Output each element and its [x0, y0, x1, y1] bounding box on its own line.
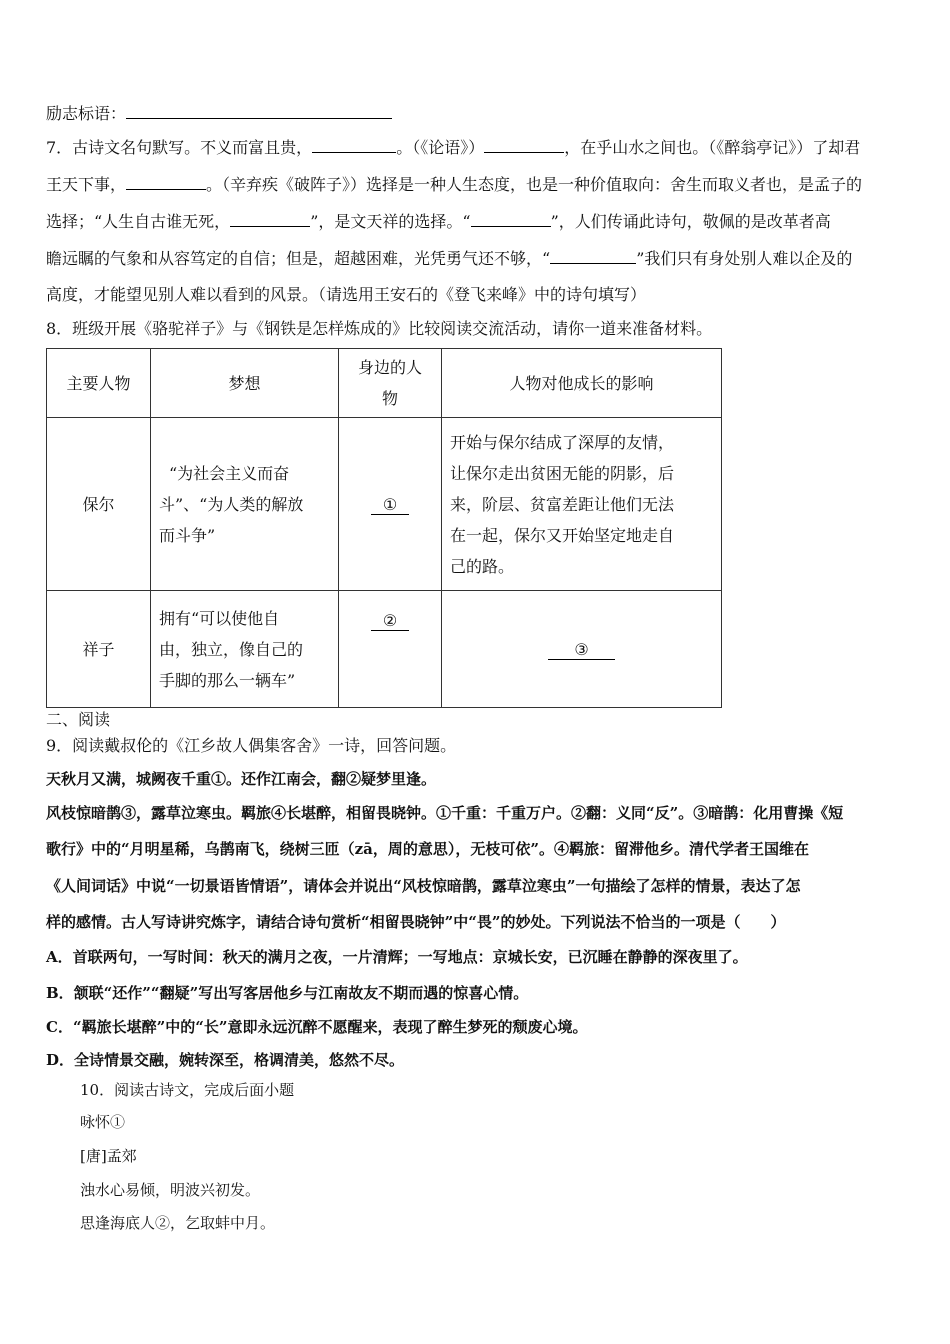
q7-blank-6[interactable] — [550, 247, 636, 264]
cell-dream-xiangzi — [151, 591, 339, 708]
dream-xiangzi-line3: 手脚的那么一辆车” — [159, 670, 296, 690]
option-c-text: C．“羁旅长堪醉”中的“长”意即永远沉醉不愿醒来，表现了醉生梦死的颓废心境。 — [46, 1018, 588, 1036]
q7-text-b: 。（《论语》） — [396, 138, 485, 157]
dream-paul-line1: “为社会主义而奋 — [169, 463, 290, 483]
q7-line-5 — [46, 284, 646, 306]
header-people-line2: 物 — [381, 389, 398, 408]
cell-name-xiangzi: 祥子 — [47, 591, 151, 708]
q7-line-1 — [46, 136, 860, 159]
q10-text: 10．阅读古诗文，完成后面小题 — [80, 1081, 295, 1099]
table-header-row — [47, 349, 722, 418]
poem-line-2 — [46, 802, 843, 824]
q10-prompt — [80, 1079, 294, 1101]
header-people-line1: 身边的人 — [357, 358, 422, 377]
poem-text-4: 《人间词话》中说“一切景语皆情语”，请体会并说出“风枝惊暗鹊，露草泣寒虫”一句描绘了怎样的情景，表达了怎 — [46, 877, 801, 895]
motto-label: 励志标语： — [46, 104, 127, 123]
header-people-around — [339, 349, 442, 418]
q7-text-h: ”，人们传诵此诗句，敬佩的是改革者高 — [550, 212, 831, 231]
comparison-table — [46, 348, 722, 708]
q7-line-4 — [46, 247, 852, 270]
dream-xiangzi-line2: 由，独立，像自己的 — [159, 639, 304, 659]
influence-line3: 来，阶层、贫富差距让他们无法 — [450, 494, 675, 514]
poem2-author-text: [唐]孟郊 — [80, 1147, 137, 1165]
influence-line4: 在一起，保尔又开始坚定地走自 — [450, 525, 675, 545]
table-row — [47, 418, 722, 591]
blank-marker-1: ① — [371, 496, 409, 515]
q9-prompt — [46, 735, 456, 757]
q7-line-2 — [46, 173, 862, 196]
cell-name-paul: 保尔 — [47, 418, 151, 591]
q7-text-e: 。（辛弃疾《破阵子》）选择是一种人生态度，也是一种价值取向：舍生而取义者也，是孟子的 — [206, 175, 863, 194]
option-d[interactable] — [46, 1049, 404, 1071]
q7-text-c: ，在乎山水之间也。（《醉翁亭记》）了却君 — [564, 138, 861, 157]
option-b-text: B．颔联“还作”“翻疑”写出写客居他乡与江南故友不期而遇的惊喜心情。 — [46, 984, 529, 1002]
q8-prompt — [46, 318, 712, 340]
blank-marker-2: ② — [371, 612, 409, 631]
q7-text-k: 高度，才能望见别人难以看到的风景。（请选用王安石的《登飞来峰》中的诗句填写） — [46, 285, 647, 304]
influence-line1: 开始与保尔结成了深厚的友情， — [450, 432, 675, 452]
poem2-title-text: 咏怀① — [80, 1113, 126, 1131]
poem2-title — [80, 1111, 125, 1133]
blank-marker-3: ③ — [548, 641, 614, 660]
poem-text-5: 样的感情。古人写诗讲究炼字，请结合诗句赏析“相留畏晓钟”中“畏”的妙处。下列说法不恰当的一项是（ ） — [46, 913, 786, 931]
q7-line-3 — [46, 210, 831, 233]
dream-paul-line3: 而斗争” — [159, 525, 216, 545]
q7-blank-4[interactable] — [230, 210, 310, 227]
poem2-verse-2-text: 思逢海底人②，乞取蚌中月。 — [80, 1214, 276, 1232]
cell-person-paul[interactable] — [339, 418, 442, 591]
poem2-author — [80, 1145, 137, 1167]
q7-blank-2[interactable] — [484, 136, 564, 153]
influence-line2: 让保尔走出贫困无能的阴影，后 — [450, 463, 675, 483]
q7-blank-5[interactable] — [471, 210, 551, 227]
poem-line-3 — [46, 838, 809, 860]
q7-text-a: 7．古诗文名句默写。不义而富且贵， — [46, 138, 313, 157]
table-row — [47, 591, 722, 708]
q7-text-g: ”，是文天祥的选择。“ — [310, 212, 471, 231]
poem2-verse-2 — [80, 1212, 275, 1234]
dream-paul-line2: 斗”、“为人类的解放 — [159, 494, 304, 514]
motto-line — [46, 102, 392, 125]
cell-dream-paul — [151, 418, 339, 591]
option-c[interactable] — [46, 1016, 587, 1038]
option-a-text: A．首联两句，一写时间：秋天的满月之夜，一片清辉；一写地点：京城长安，已沉睡在静静的深夜里了。 — [46, 948, 748, 966]
poem-line-1 — [46, 768, 436, 790]
cell-influence-paul — [442, 418, 722, 591]
cell-person-xiangzi[interactable] — [339, 591, 442, 708]
header-main-character: 主要人物 — [47, 349, 151, 418]
q7-blank-3[interactable] — [126, 173, 206, 190]
header-influence: 人物对他成长的影响 — [442, 349, 722, 418]
q7-text-i: 瞻远瞩的气象和从容笃定的自信；但是，超越困难，光凭勇气还不够，“ — [46, 249, 551, 268]
poem-text-2: 风枝惊暗鹊③，露草泣寒虫。羁旅④长堪醉，相留畏晓钟。①千重：千重万户。②翻：义同“反”。③暗鹊：化用曹操《短 — [46, 804, 844, 822]
q8-text: 8．班级开展《骆驼祥子》与《钢铁是怎样炼成的》比较阅读交流活动，请你一道来准备材料。 — [46, 319, 713, 338]
poem-text-3: 歌行》中的“月明星稀，乌鹊南飞，绕树三匝（zā，周的意思），无枝可依”。④羁旅：留滞他乡。清代学者王国维在 — [46, 840, 809, 858]
q7-text-d: 王天下事， — [46, 175, 127, 194]
q7-blank-1[interactable] — [312, 136, 396, 153]
option-b[interactable] — [46, 982, 528, 1004]
motto-blank[interactable] — [126, 102, 392, 119]
option-a[interactable] — [46, 946, 748, 968]
cell-influence-xiangzi[interactable] — [442, 591, 722, 708]
poem2-verse-1-text: 浊水心易倾，明波兴初发。 — [80, 1181, 261, 1199]
influence-line5: 己的路。 — [450, 556, 515, 576]
section-heading — [46, 709, 110, 731]
dream-xiangzi-line1: 拥有“可以使他自 — [159, 608, 280, 628]
q7-text-j: ”我们只有身处别人难以企及的 — [636, 249, 853, 268]
q7-text-f: 选择；“人生自古谁无死， — [46, 212, 231, 231]
poem-line-4 — [46, 875, 801, 897]
section-title: 二、阅读 — [46, 710, 111, 729]
poem2-verse-1 — [80, 1179, 260, 1201]
q9-text: 9．阅读戴叔伦的《江乡故人偶集客舍》一诗，回答问题。 — [46, 736, 457, 755]
header-dream: 梦想 — [151, 349, 339, 418]
option-d-text: D．全诗情景交融，婉转深至，格调清美，悠然不尽。 — [46, 1051, 405, 1069]
poem-text-1: 天秋月又满，城阙夜千重①。还作江南会，翻②疑梦里逢。 — [46, 770, 437, 788]
poem-line-5 — [46, 911, 786, 933]
